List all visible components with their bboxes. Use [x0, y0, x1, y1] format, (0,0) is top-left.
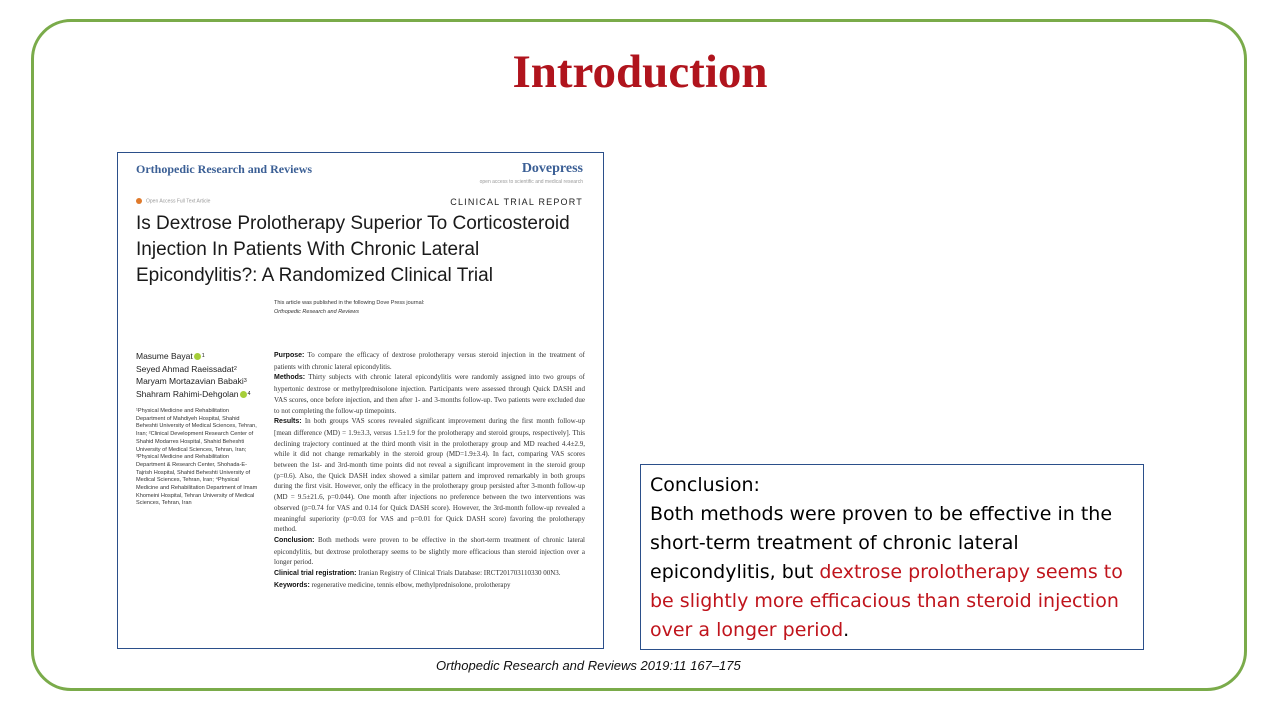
open-access-label: Open Access Full Text Article — [136, 198, 210, 204]
source-citation: Orthopedic Research and Reviews 2019:11 167–175 — [436, 658, 741, 673]
paper-title: Is Dextrose Prolotherapy Superior To Corticosteroid Injection In Patients With Chronic Lateral Epicondylitis?: A Randomized Clinical Trial — [136, 213, 570, 286]
publisher-logo: Dovepress — [521, 161, 583, 176]
author-list — [136, 350, 256, 400]
journal-name: Orthopedic Research and Reviews — [136, 162, 313, 176]
conclusion-text: Both methods were proven to be effective in the short-term treatment of chronic lateral epicondylitis, but dextrose prolotherapy seems to be slightly more efficacious than steroid injection over a longer period. — [650, 503, 1123, 641]
abstract-conclusion: Conclusion: Both methods were proven to be effective in the short-term treatment of chronic lateral epicondylitis, but dextrose prolotherapy seems to be slightly more efficacious than steroid injection over a longer period. — [274, 535, 585, 567]
open-access-icon — [136, 198, 142, 204]
abstract-purpose: Purpose: To compare the efficacy of dextrose prolotherapy versus steroid injection in the treatment of patients with chronic lateral epicondylitis. — [274, 351, 585, 371]
slide-title: Introduction — [512, 46, 768, 98]
conclusion-highlight: dextrose prolotherapy seems to be slightly more efficacious than steroid injection over a longer period — [650, 561, 1123, 641]
abstract-methods: Methods: Thirty subjects with chronic lateral epicondylitis were randomly assigned into two groups of hypertonic dextrose or methylprednisolone injection. Participants were assessed through Quick DASH and VAS scores, once before injection, and then after 1- and 3-months follow-up. Two patients were excluded due to not completing the follow-up timepoints. — [274, 373, 585, 415]
affiliations: ¹Physical Medicine and Rehabilitation Department of Mahdiyeh Hospital, Shahid Beheshti University of Medical Sciences, Tehran, Iran; ²Clinical Development Research Center of Shahid Modarres Hospital, Shahid Beheshti University of Medical Sciences, Tehran, Iran; ³Physical Medicine and Rehabilitation Department & Research Center, Shohada-E-Tajrish Hospital, Shahid Beheshti University of Medical Sciences, Tehran, Iran; ⁴Physical Medicine and Rehabilitation Department of Imam Khomeini Hospital, Tehran University of Medical Sciences, Tehran, Iran — [136, 408, 258, 507]
abstract-registration: Clinical trial registration: Iranian Registry of Clinical Trials Database: IRCT201703110330 00N3. — [274, 569, 561, 578]
published-note: This article was published in the following Dove Press journal: Orthopedic Research and Reviews — [274, 300, 425, 315]
abstract-keywords: Keywords: regenerative medicine, tennis elbow, methylprednisolone, prolotherapy — [274, 580, 511, 589]
orcid-icon — [194, 353, 201, 360]
publisher-tagline: open access to scientific and medical research — [479, 179, 583, 185]
abstract — [274, 350, 585, 591]
article-type: CLINICAL TRIAL REPORT — [450, 197, 583, 207]
author: Masume Bayat $^1$ — [136, 351, 205, 361]
conclusion-box — [640, 464, 1144, 650]
author: Maryam Mortazavian Babaki$^3$ — [136, 376, 247, 386]
paper-screenshot — [117, 152, 604, 649]
orcid-icon — [240, 391, 247, 398]
conclusion-heading: Conclusion: — [650, 474, 760, 496]
abstract-results: Results: In both groups VAS scores revealed significant improvement during the first month follow-up [mean difference (MD) = 1.9±3.3, versus 1.5±1.9 for the prolotherapy and steroid groups, respectively]. This declining trajectory continued at the third month visit in the prolotherapy group and MD reached 4.4±2.9, while it did not change remarkably in the steroid group (MD=1.9±3.4). In fact, comparing VAS scores between the 1st- and 3rd-month time points did not reveal a significant improvement in the steroid group (p=0.6). Also, the Quick DASH index showed a similar pattern and improved remarkably in both groups during the first visit. However, only the efficacy in the prolotherapy group persisted after 3-month follow-up (MD = 9.5±21.6, p=0.044). One month after injections no preference between the two interventions was observed (p=0.74 for VAS and 0.14 for Quick DASH score). However, the 3rd-month follow-up revealed a meaningful superiority (p=0.03 for VAS and p=0.01 for Quick DASH score) favoring the prolotherapy method. — [274, 417, 585, 534]
author: Seyed Ahmad Raeissadat$^2$ — [136, 363, 237, 374]
author: Shahram Rahimi-Dehgolan $^4$ — [136, 388, 251, 399]
